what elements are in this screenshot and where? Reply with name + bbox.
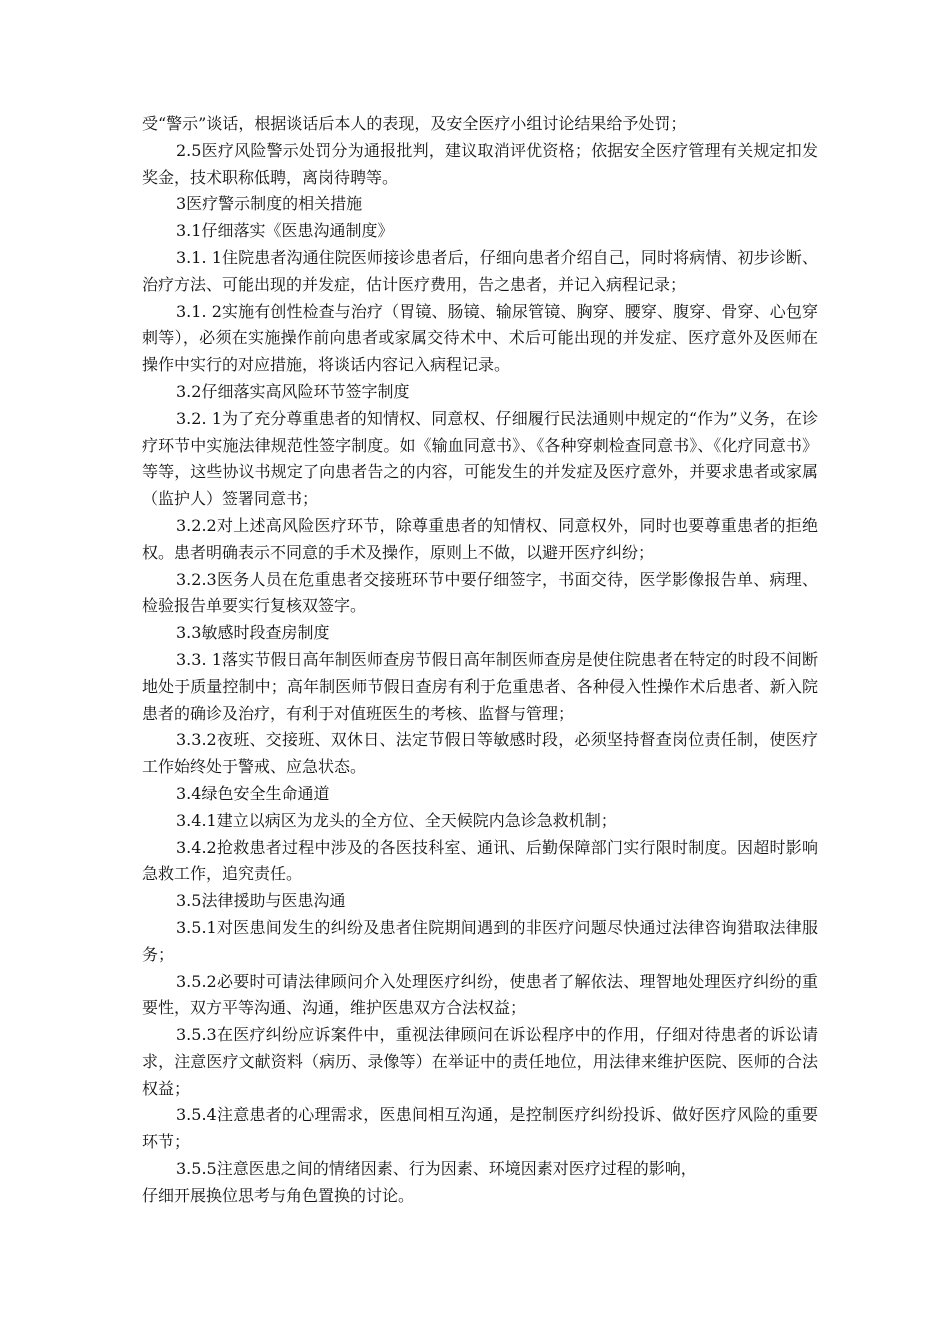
paragraph-p311: 3.1. 1住院患者沟通住院医师接诊患者后，仔细向患者介绍自己，同时将病情、初步诊断、治疗方法、可能出现的并发症，估计医疗费用，告之患者，并记入病程记录；: [142, 247, 818, 294]
paragraph-p352: 3.5.2必要时可请法律顾问介入处理医疗纠纷，使患者了解依法、理智地处理医疗纠纷的重要性，双方平等沟通、沟通，维护医患双方合法权益；: [142, 971, 818, 1018]
paragraph-p341: 3.4.1建立以病区为龙头的全方位、全天候院内急诊急救机制；: [176, 810, 617, 830]
paragraph-p342: 3.4.2抢救患者过程中涉及的各医技科室、通讯、后勤保障部门实行限时制度。因超时影响急救工作，追究责任。: [142, 837, 818, 884]
document-page: [142, 111, 818, 1210]
paragraph-p312: 3.1. 2实施有创性检查与治疗（胃镜、肠镜、输尿管镜、胸穿、腰穿、腹穿、骨穿、心包穿刺等），必须在实施操作前向患者或家属交待术中、术后可能出现的并发症、医疗意外及医师在操作中实行的对应措施，将谈话内容记入病程记录。: [142, 301, 818, 375]
paragraph-h32: 3.2仔细落实高风险环节签字制度: [176, 381, 410, 401]
paragraph-p355b: 仔细开展换位思考与角色置换的讨论。: [142, 1185, 415, 1205]
paragraph-p332: 3.3.2夜班、交接班、双休日、法定节假日等敏感时段，必须坚持督查岗位责任制，使医疗工作始终处于警戒、应急状态。: [142, 730, 818, 777]
paragraph-p355a: 3.5.5注意医患之间的情绪因素、行为因素、环境因素对医疗过程的影响，: [176, 1159, 697, 1179]
paragraph-p354: 3.5.4注意患者的心理需求，医患间相互沟通，是控制医疗纠纷投诉、做好医疗风险的重要环节；: [142, 1105, 818, 1152]
paragraph-p323: 3.2.3医务人员在危重患者交接班环节中要仔细签字，书面交待，医学影像报告单、病理、检验报告单要实行复核双签字。: [142, 569, 818, 616]
paragraph-p331: 3.3. 1落实节假日高年制医师查房节假日高年制医师查房是使住院患者在特定的时段不间断地处于质量控制中；高年制医师节假日查房有利于危重患者、各种侵入性操作术后患者、新入院患者的确诊及治疗，有利于对值班医生的考核、监督与管理；: [142, 649, 818, 723]
paragraph-p321: 3.2. 1为了充分尊重患者的知情权、同意权、仔细履行民法通则中规定的“作为”义务，在诊疗环节中实施法律规范性签字制度。如《输血同意书》、《各种穿刺检查同意书》、《化疗同意书》等等，这些协议书规定了向患者告之的内容，可能发生的并发症及医疗意外，并要求患者或家属（监护人）签署同意书；: [142, 408, 818, 509]
paragraph-p353: 3.5.3在医疗纠纷应诉案件中，重视法律顾问在诉讼程序中的作用，仔细对待患者的诉讼请求，注意医疗文献资料（病历、录像等）在举证中的责任地位，用法律来维护医院、医师的合法权益；: [142, 1025, 818, 1098]
paragraph-h31: 3.1仔细落实《医患沟通制度》: [176, 221, 394, 241]
paragraph-p322: 3.2.2对上述高风险医疗环节，除尊重患者的知情权、同意权外，同时也要尊重患者的拒绝权。患者明确表示不同意的手术及操作，原则上不做，以避开医疗纠纷；: [142, 515, 818, 562]
paragraph-h3: 3医疗警示制度的相关措施: [176, 194, 363, 214]
paragraph-p0: 受“警示”谈话，根据谈话后本人的表现，及安全医疗小组讨论结果给予处罚；: [142, 114, 687, 133]
paragraph-p1: 2.5医疗风险警示处罚分为通报批判，建议取消评优资格；依据安全医疗管理有关规定扣发奖金，技术职称低聘，离岗待聘等。: [142, 140, 818, 187]
paragraph-p351: 3.5.1对医患间发生的纠纷及患者住院期间遇到的非医疗问题尽快通过法律咨询猎取法律服务；: [142, 917, 818, 964]
paragraph-h35: 3.5法律援助与医患沟通: [176, 891, 346, 911]
paragraph-h34: 3.4绿色安全生命通道: [176, 783, 330, 803]
paragraph-h33: 3.3敏感时段查房制度: [176, 623, 330, 643]
